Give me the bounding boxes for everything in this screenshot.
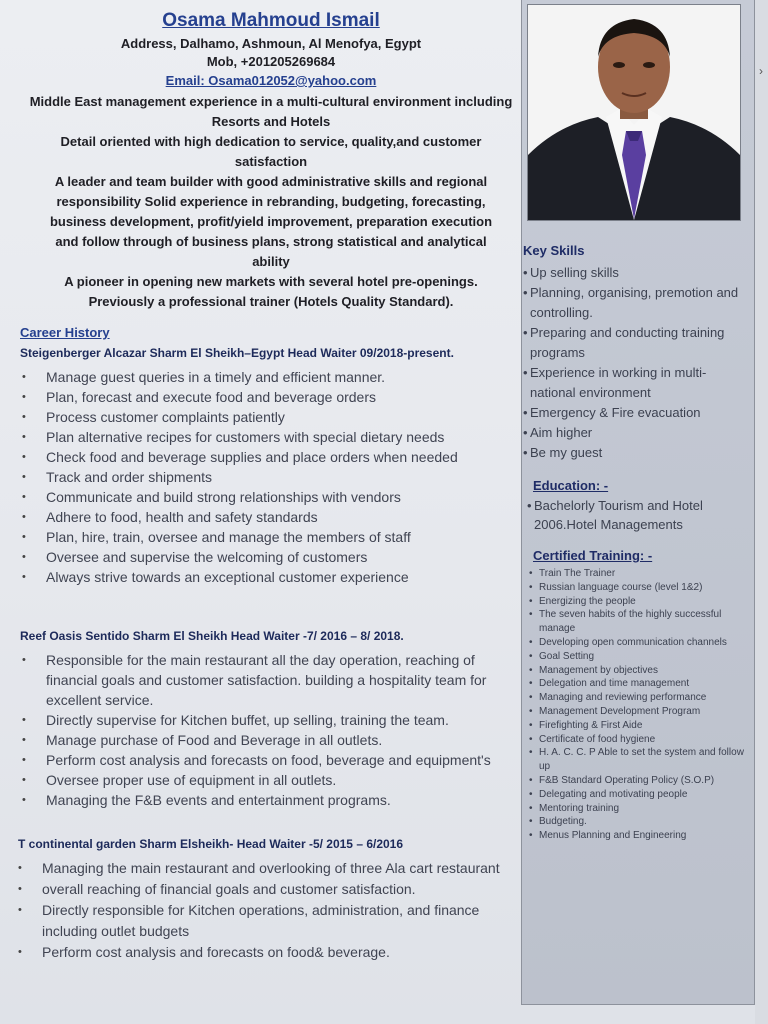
list-item: • Directly supervise for Kitchen buffet, up selling, training the team. bbox=[20, 710, 516, 730]
list-item: • Energizing the people bbox=[526, 595, 750, 609]
job-title: Reef Oasis Sentido Sharm El Sheikh Head Waiter -7/ 2016 – 8/ 2018. bbox=[20, 629, 404, 643]
summary-line: Detail oriented with high dedication to service, quality,and customer satisfaction bbox=[60, 134, 482, 169]
summary-block bbox=[20, 92, 522, 312]
list-item: • Manage purchase of Food and Beverage in all outlets. bbox=[20, 730, 516, 750]
list-item: • Communicate and build strong relationships with vendors bbox=[20, 487, 486, 507]
list-item: • Track and order shipments bbox=[20, 467, 486, 487]
list-item: • Oversee and supervise the welcoming of customers bbox=[20, 547, 486, 567]
list-item: • Train The Trainer bbox=[526, 567, 750, 581]
candidate-name: Osama Mahmoud Ismail bbox=[162, 10, 380, 31]
job-title: T continental garden Sharm Elsheikh- Head Waiter -5/ 2015 – 6/2016 bbox=[18, 837, 404, 851]
list-item: • Aim higher bbox=[522, 423, 750, 443]
list-item: • Developing open communication channels bbox=[526, 636, 750, 650]
certified-training-heading: Certified Training: - bbox=[533, 548, 653, 563]
list-item: • Process customer complaints patiently bbox=[20, 407, 486, 427]
list-item: • Menus Planning and Engineering bbox=[526, 829, 750, 843]
email-link[interactable]: Email: Osama012052@yahoo.com bbox=[165, 73, 377, 88]
job-duties-list bbox=[20, 650, 520, 810]
training-list bbox=[526, 567, 750, 843]
list-item: • Planning, organising, premotion and controlling. bbox=[522, 283, 750, 323]
list-item: • The seven habits of the highly successful manage bbox=[526, 608, 750, 636]
list-item: • Perform cost analysis and forecasts on food, beverage and equipment's bbox=[20, 750, 516, 770]
list-item: • Russian language course (level 1&2) bbox=[526, 581, 750, 595]
list-item: • Mentoring training bbox=[526, 802, 750, 816]
list-item: • Managing and reviewing performance bbox=[526, 691, 750, 705]
list-item: • Manage guest queries in a timely and efficient manner. bbox=[20, 367, 486, 387]
summary-line: Previously a professional trainer (Hotels Quality Standard). bbox=[88, 294, 454, 309]
list-item: • Responsible for the main restaurant all the day operation, reaching of financial goals and customer satisfaction. building a hospitality team for excellent service. bbox=[20, 650, 516, 710]
list-item: • Managing the main restaurant and overlooking of three Ala cart restaurant bbox=[16, 858, 512, 879]
career-history-heading: Career History bbox=[20, 325, 110, 340]
profile-photo bbox=[527, 4, 741, 221]
list-item: • Plan alternative recipes for customers with special dietary needs bbox=[20, 427, 486, 447]
list-item: • Up selling skills bbox=[522, 263, 750, 283]
list-item: • Managing the F&B events and entertainment programs. bbox=[20, 790, 516, 810]
list-item: • Goal Setting bbox=[526, 650, 750, 664]
list-item: • Management Development Program bbox=[526, 705, 750, 719]
list-item: • overall reaching of financial goals and customer satisfaction. bbox=[16, 879, 512, 900]
list-item: • Always strive towards an exceptional customer experience bbox=[20, 567, 486, 587]
list-item: • Budgeting. bbox=[526, 815, 750, 829]
list-item: • Bachelorly Tourism and Hotel 2006.Hotel Managements bbox=[526, 496, 752, 534]
list-item: • Oversee proper use of equipment in all outlets. bbox=[20, 770, 516, 790]
list-item: • Certificate of food hygiene bbox=[526, 733, 750, 747]
summary-line: A pioneer in opening new markets with several hotel pre-openings. bbox=[64, 274, 478, 289]
list-item: • H. A. C. C. P Able to set the system and follow up bbox=[526, 746, 750, 774]
key-skills-heading: Key Skills bbox=[523, 243, 585, 258]
list-item: • Emergency & Fire evacuation bbox=[522, 403, 750, 423]
list-item: • Preparing and conducting training programs bbox=[522, 323, 750, 363]
list-item: • Check food and beverage supplies and place orders when needed bbox=[20, 447, 486, 467]
list-item: • F&B Standard Operating Policy (S.O.P) bbox=[526, 774, 750, 788]
list-item: • Adhere to food, health and safety standards bbox=[20, 507, 486, 527]
summary-line: Middle East management experience in a multi-cultural environment including Resorts and Hotels bbox=[29, 94, 513, 129]
key-skills-list bbox=[522, 263, 750, 463]
address-line: Address, Dalhamo, Ashmoun, Al Menofya, Egypt bbox=[120, 36, 422, 51]
list-item: • Delegation and time management bbox=[526, 677, 750, 691]
list-item: • Management by objectives bbox=[526, 664, 750, 678]
list-item: • Experience in working in multi-national environment bbox=[522, 363, 750, 403]
list-item: • Perform cost analysis and forecasts on food& beverage. bbox=[16, 942, 512, 963]
mobile-line: Mob, +201205269684 bbox=[206, 54, 336, 69]
list-item: • Plan, hire, train, oversee and manage the members of staff bbox=[20, 527, 486, 547]
job-duties-list bbox=[16, 858, 516, 963]
chevron-right-icon: › bbox=[759, 64, 763, 78]
education-list bbox=[526, 496, 752, 534]
list-item: • Plan, forecast and execute food and beverage orders bbox=[20, 387, 486, 407]
job-title: Steigenberger Alcazar Sharm El Sheikh–Egypt Head Waiter 09/2018-present. bbox=[20, 346, 454, 360]
list-item: • Directly responsible for Kitchen operations, administration, and finance including outlet budgets bbox=[16, 900, 512, 942]
window-edge bbox=[755, 0, 768, 1024]
summary-line: A leader and team builder with good administrative skills and regional responsibility Solid experience in rebranding, budgeting, forecasting, business development, profit/yield improvement, preparation execution and follow through of business plans, strong statistical and analytical ability bbox=[49, 174, 493, 269]
education-heading: Education: - bbox=[533, 478, 609, 493]
job-duties-list bbox=[20, 367, 510, 587]
list-item: • Be my guest bbox=[522, 443, 750, 463]
list-item: • Delegating and motivating people bbox=[526, 788, 750, 802]
list-item: • Firefighting & First Aide bbox=[526, 719, 750, 733]
